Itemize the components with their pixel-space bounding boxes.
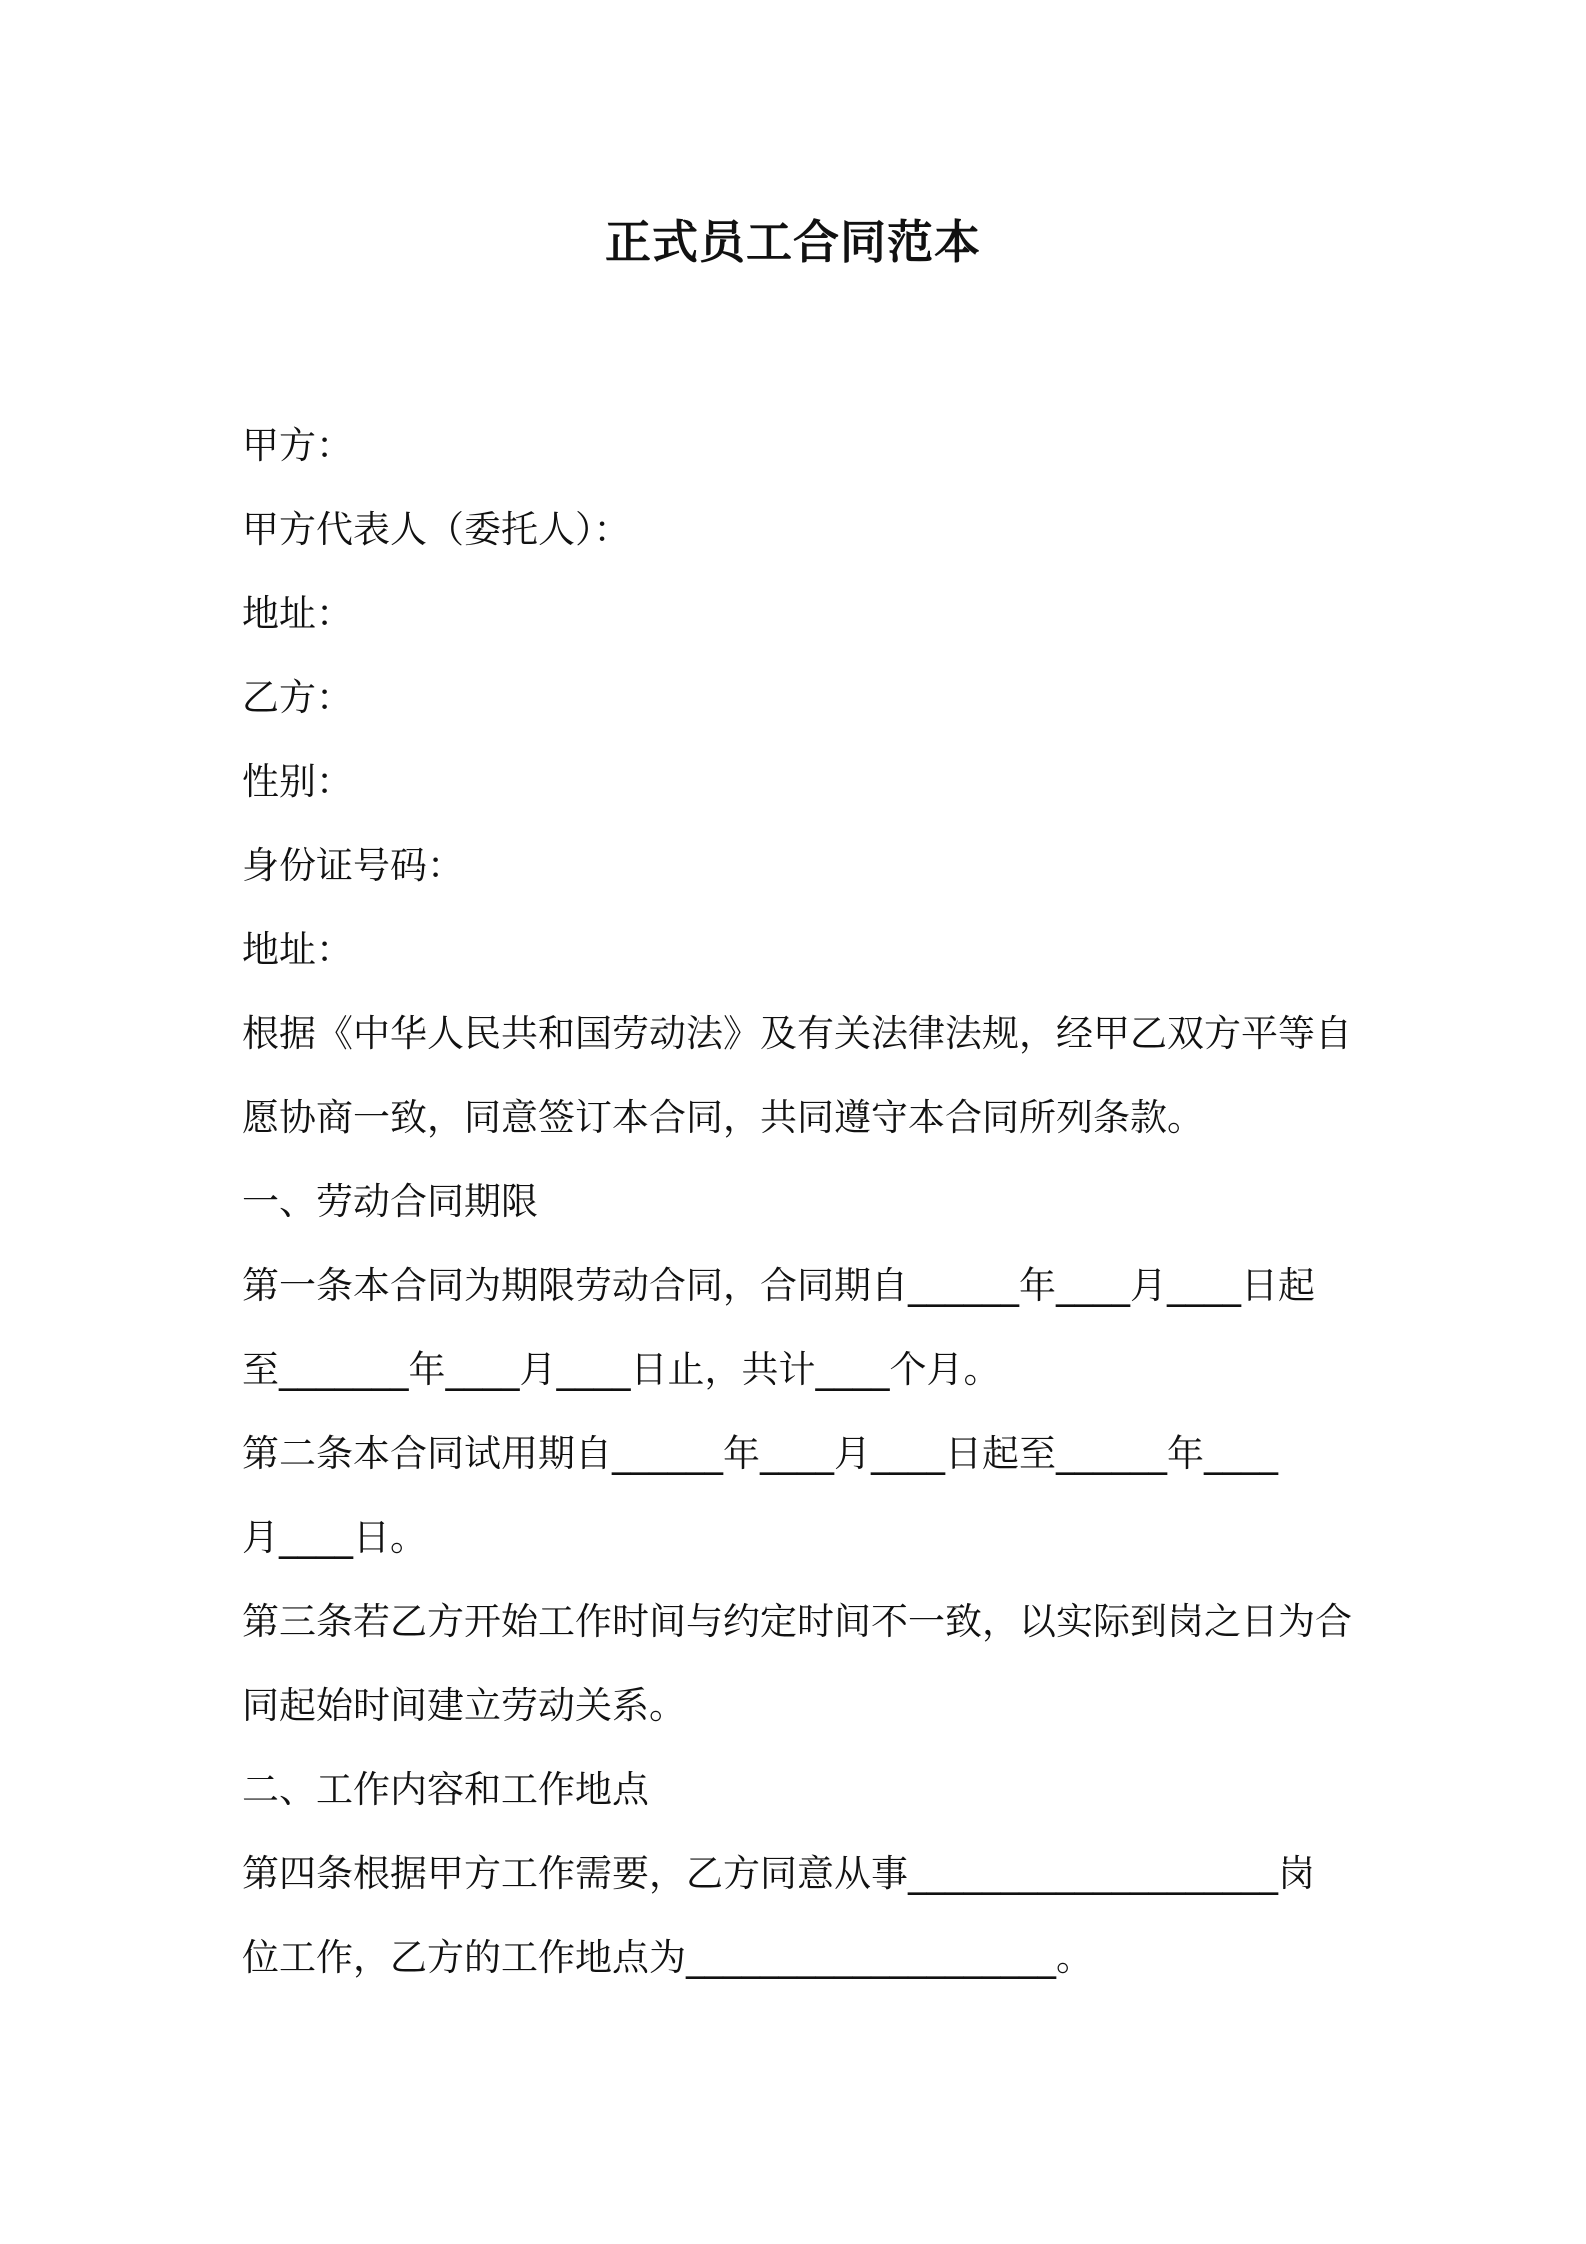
preamble-line-2: 愿协商一致，同意签订本合同，共同遵守本合同所列条款。 bbox=[242, 1096, 1204, 1139]
party-a-address-label: 地址： bbox=[242, 592, 353, 635]
article-3-line-2: 同起始时间建立劳动关系。 bbox=[242, 1684, 686, 1727]
contract-body bbox=[242, 404, 1352, 2000]
section-heading-work-content: 二、工作内容和工作地点 bbox=[242, 1768, 649, 1811]
preamble-line-1: 根据《中华人民共和国劳动法》及有关法律法规，经甲乙双方平等自 bbox=[242, 1012, 1352, 1055]
article-1-line-2: 至_______年____月____日止，共计____个月。 bbox=[242, 1348, 1001, 1391]
section-heading-contract-term: 一、劳动合同期限 bbox=[242, 1180, 538, 1223]
gender-label: 性别： bbox=[242, 760, 353, 803]
party-a-label: 甲方： bbox=[242, 424, 353, 467]
article-4-line-1: 第四条根据甲方工作需要，乙方同意从事____________________岗 bbox=[242, 1852, 1315, 1895]
article-2-line-1: 第二条本合同试用期自______年____月____日起至______年____ bbox=[242, 1432, 1278, 1475]
article-3-line-1: 第三条若乙方开始工作时间与约定时间不一致，以实际到岗之日为合 bbox=[242, 1600, 1352, 1643]
party-b-address-label: 地址： bbox=[242, 928, 353, 971]
document-title: 正式员工合同范本 bbox=[605, 215, 981, 269]
party-a-representative-label: 甲方代表人（委托人）： bbox=[242, 508, 631, 551]
id-number-label: 身份证号码： bbox=[242, 844, 464, 887]
article-1-line-1: 第一条本合同为期限劳动合同，合同期自______年____月____日起 bbox=[242, 1264, 1315, 1307]
article-4-line-2: 位工作，乙方的工作地点为____________________。 bbox=[242, 1936, 1093, 1979]
party-b-label: 乙方： bbox=[242, 676, 353, 719]
article-2-line-2: 月____日。 bbox=[242, 1516, 427, 1559]
